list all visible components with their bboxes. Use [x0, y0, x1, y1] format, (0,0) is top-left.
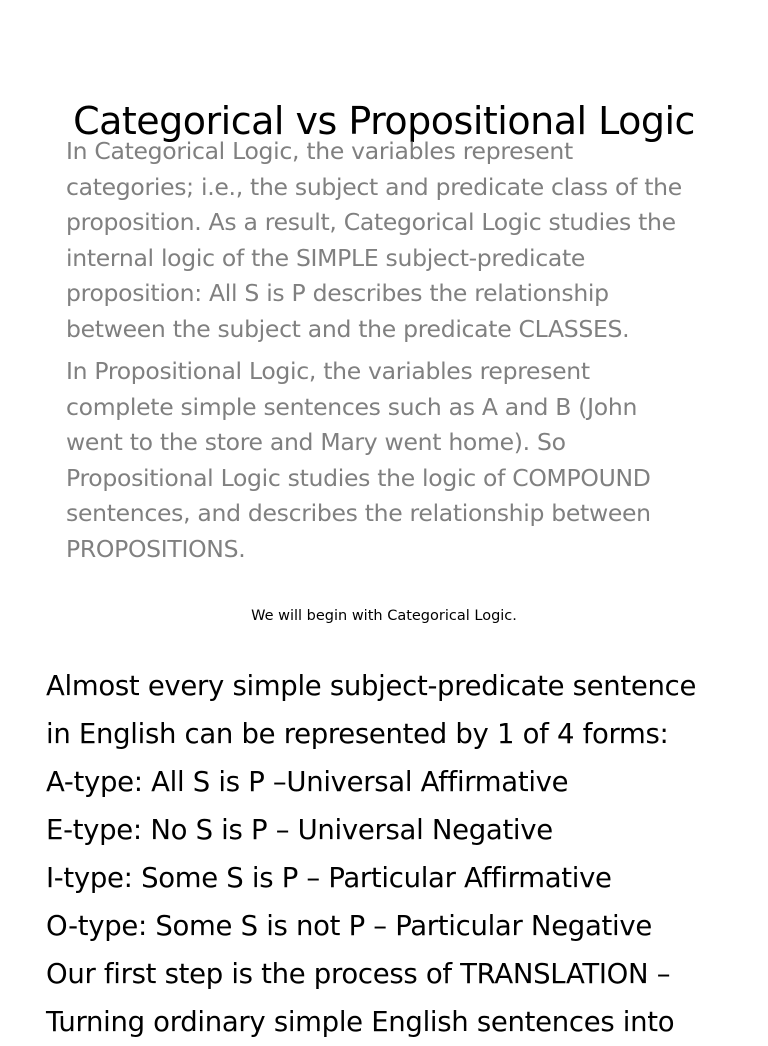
paragraph-line: categories; i.e., the subject and predicate class of the [66, 172, 682, 201]
categorical-logic-paragraph [66, 134, 726, 347]
paragraph-line: complete simple sentences such as A and B (John [66, 392, 638, 421]
paragraph-line: proposition: All S is P describes the relationship [66, 279, 609, 307]
paragraph-line: In Propositional Logic, the variables represent [66, 357, 590, 385]
o-type-line: O-type: Some S is not P – Particular Negative [46, 910, 652, 942]
slide-note: We will begin with Categorical Logic. [251, 608, 517, 624]
forms-line: in English can be represented by 1 of 4 forms: [46, 718, 669, 750]
propositional-logic-paragraph [66, 354, 726, 567]
paragraph-line: proposition. As a result, Categorical Logic studies the [66, 208, 676, 236]
forms-line: Our first step is the process of TRANSLATION – [46, 958, 671, 990]
a-type-line: A-type: All S is P –Universal Affirmative [46, 766, 569, 798]
paragraph-line: between the subject and the predicate CLASSES. [66, 314, 630, 343]
paragraph-line: went to the store and Mary went home). So [66, 428, 566, 456]
paragraph-line: internal logic of the SIMPLE subject-predicate [66, 243, 586, 272]
paragraph-line: Propositional Logic studies the logic of COMPOUND [66, 463, 651, 492]
paragraph-line: In Categorical Logic, the variables represent [66, 137, 573, 165]
forms-line: Turning ordinary simple English sentences into [46, 1006, 675, 1038]
slide-title: Categorical vs Propositional Logic [73, 99, 695, 144]
i-type-line: I-type: Some S is P – Particular Affirmative [46, 862, 612, 894]
paragraph-line: sentences, and describes the relationship between [66, 499, 651, 527]
e-type-line: E-type: No S is P – Universal Negative [46, 814, 553, 846]
forms-line: Almost every simple subject-predicate sentence [46, 670, 697, 702]
paragraph-line: PROPOSITIONS. [66, 534, 246, 563]
four-forms-text [46, 662, 746, 1046]
